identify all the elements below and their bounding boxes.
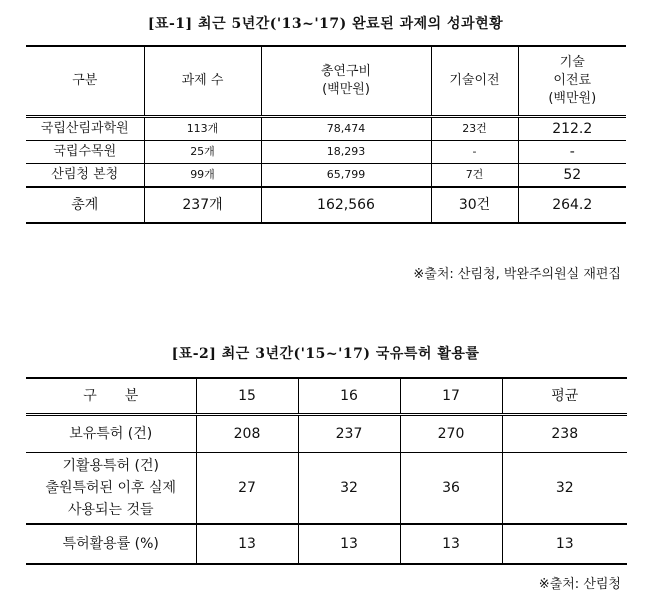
row-2015: 208 bbox=[196, 415, 298, 453]
table2-source: ※출처: 산림청 bbox=[538, 577, 621, 592]
row-2016: 237 bbox=[298, 415, 400, 453]
header-2016: 16 bbox=[298, 378, 400, 415]
header-tasks: 과제 수 bbox=[144, 46, 261, 117]
row-fee: 52 bbox=[518, 164, 626, 188]
header-budget bbox=[261, 46, 431, 117]
table-row bbox=[26, 453, 627, 525]
total-tasks: 237개 bbox=[144, 187, 261, 223]
total-transfer: 30건 bbox=[431, 187, 518, 223]
total-category: 총계 bbox=[71, 197, 99, 213]
header-budget-line1: 총연구비 bbox=[320, 64, 372, 79]
row-budget: 65,799 bbox=[261, 164, 431, 188]
row-budget: 78,474 bbox=[261, 117, 431, 141]
table1-title: [표-1] 최근 5년간('13~'17) 완료된 과제의 성과현황 bbox=[147, 16, 504, 32]
header-fee bbox=[518, 46, 626, 117]
row-2015: 13 bbox=[196, 524, 298, 564]
row-label: 특허활용률 (%) bbox=[26, 524, 196, 564]
table1-header-row bbox=[26, 46, 626, 117]
row-2016: 32 bbox=[298, 453, 400, 525]
row-category: 국립수목원 bbox=[26, 141, 144, 164]
header-category: 구분 bbox=[72, 73, 98, 88]
row-tasks: 113개 bbox=[144, 117, 261, 141]
header-category: 구 분 bbox=[83, 388, 139, 404]
total-row bbox=[26, 187, 626, 223]
row-2016: 13 bbox=[298, 524, 400, 564]
table1-source: ※출처: 산림청, 박완주의원실 재편집 bbox=[413, 267, 621, 282]
patent-table bbox=[26, 377, 627, 565]
row-transfer: 7건 bbox=[431, 164, 518, 188]
row-2017: 36 bbox=[400, 453, 502, 525]
row-tasks: 25개 bbox=[144, 141, 261, 164]
row-fee: - bbox=[518, 141, 626, 164]
header-fee-line1: 기술 bbox=[559, 55, 585, 70]
header-2017: 17 bbox=[400, 378, 502, 415]
row-average: 13 bbox=[502, 524, 627, 564]
table-row bbox=[26, 141, 626, 164]
row-label bbox=[26, 453, 196, 525]
header-2015: 15 bbox=[196, 378, 298, 415]
header-fee-line2: 이전료 bbox=[553, 73, 592, 88]
header-transfer: 기술이전 bbox=[431, 46, 518, 117]
performance-table bbox=[26, 45, 626, 224]
row-average: 32 bbox=[502, 453, 627, 525]
row-average: 238 bbox=[502, 415, 627, 453]
header-average: 평균 bbox=[502, 378, 627, 415]
table-row bbox=[26, 117, 626, 141]
row-2017: 13 bbox=[400, 524, 502, 564]
table-row bbox=[26, 164, 626, 188]
row-transfer: 23건 bbox=[431, 117, 518, 141]
header-budget-line2: (백만원) bbox=[322, 82, 370, 97]
total-budget: 162,566 bbox=[261, 187, 431, 223]
table-row bbox=[26, 415, 627, 453]
row-label-line1: 기활용특허 (건) bbox=[62, 458, 160, 474]
table2-title: [표-2] 최근 3년간('15~'17) 국유특허 활용률 bbox=[171, 346, 480, 362]
table-row bbox=[26, 524, 627, 564]
row-2015: 27 bbox=[196, 453, 298, 525]
total-fee: 264.2 bbox=[518, 187, 626, 223]
row-2017: 270 bbox=[400, 415, 502, 453]
row-tasks: 99개 bbox=[144, 164, 261, 188]
row-transfer: - bbox=[431, 141, 518, 164]
row-label: 보유특허 (건) bbox=[26, 415, 196, 453]
header-fee-line3: (백만원) bbox=[548, 91, 597, 106]
row-label-line3: 사용되는 것들 bbox=[67, 502, 154, 518]
row-category: 산림청 본청 bbox=[26, 164, 144, 188]
table2-header-row bbox=[26, 378, 627, 415]
row-category: 국립산림과학원 bbox=[26, 117, 144, 141]
row-label-line2: 출원특허된 이후 실제 bbox=[45, 480, 177, 496]
row-fee: 212.2 bbox=[518, 117, 626, 141]
row-budget: 18,293 bbox=[261, 141, 431, 164]
